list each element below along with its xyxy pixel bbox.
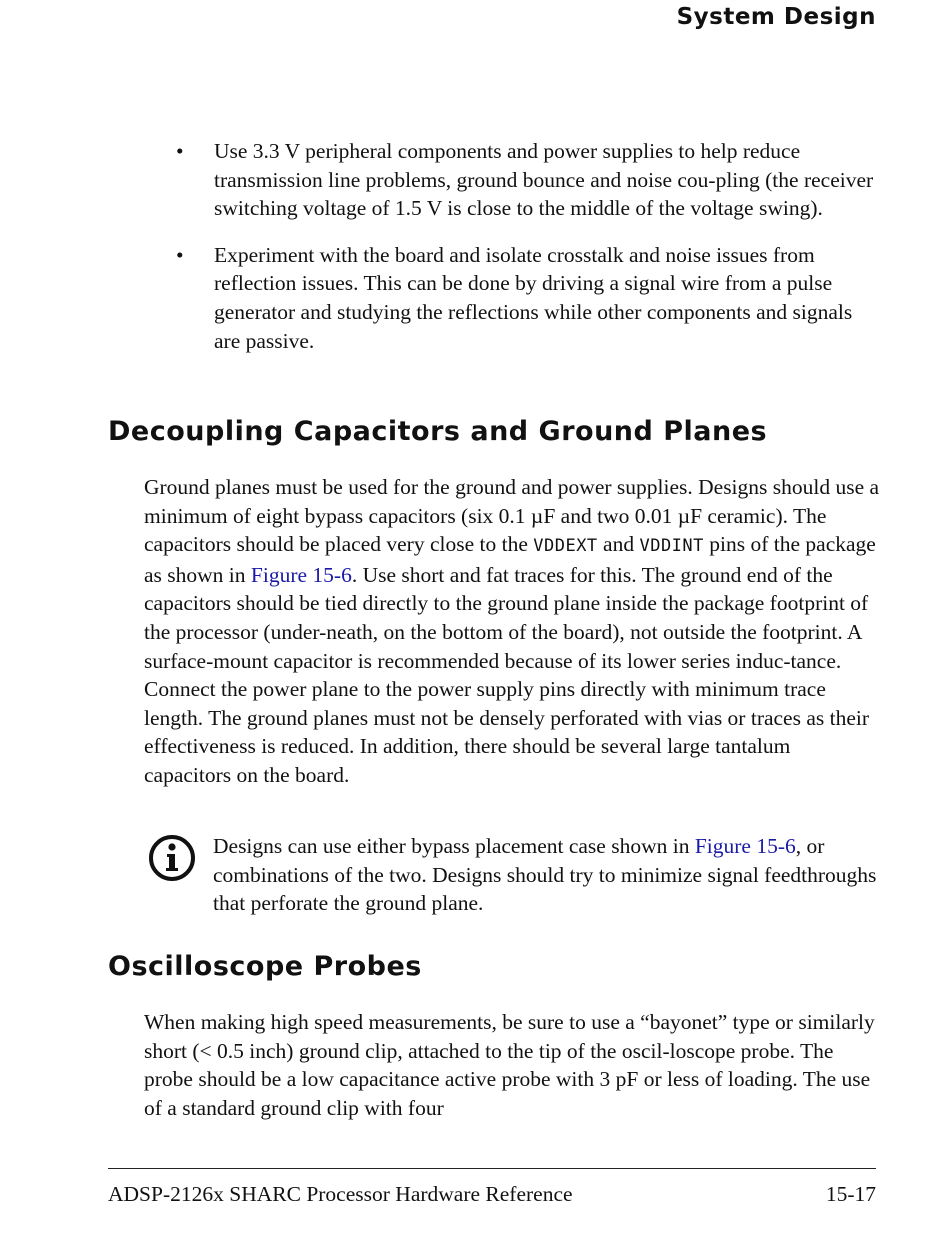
section-heading-decoupling: Decoupling Capacitors and Ground Planes [108, 416, 768, 447]
footer-title: ADSP-2126x SHARC Processor Hardware Reference [108, 1182, 573, 1206]
page-number: 15-17 [825, 1182, 876, 1206]
bullet-item [176, 241, 876, 355]
paragraph-text: . Use short and fat traces for this. The ground end of the capacitors should be tied directly to the ground plane inside the package footprint of the processor (under-neath, on the bottom of the board), not outside the footprint. A surface-mount capacitor is recommended because of its lower series induc-tance. Connect the power plane to the power supply pins directly with minimum trace length. The ground planes must not be densely perforated with vias or traces as their effectiveness is reduced. In addition, there should be several large tantalum capacitors on the board. [144, 562, 870, 787]
code-vddint: VDDINT [639, 536, 704, 557]
figure-link[interactable]: Figure 15-6 [250, 562, 352, 587]
probes-paragraph: When making high speed measurements, be sure to use a “bayonet” type or similarly short (< 0.5 inch) ground clip, attached to the tip of the oscil-loscope probe. The probe should be a low capacitance active probe with 3 pF or less of loading. The use of a standard ground clip with four [144, 1010, 875, 1120]
running-header: System Design [676, 4, 876, 30]
footer-divider [108, 1168, 876, 1169]
note-text [213, 832, 883, 918]
paragraph-text: and [597, 532, 640, 557]
bullet-marker: • [176, 242, 184, 267]
note-text-part: Designs can use either bypass placement case shown in [213, 834, 695, 858]
code-vddext: VDDEXT [533, 536, 598, 557]
section-heading-probes: Oscilloscope Probes [108, 951, 422, 982]
figure-link[interactable]: Figure 15-6 [694, 834, 796, 858]
bullet-list [176, 137, 876, 373]
bullet-text: Experiment with the board and isolate crosstalk and noise issues from reflection issues. This can be done by driving a signal wire from a pulse generator and studying the reflections while other components and signals are passive. [214, 242, 853, 353]
paragraph-text: Ground planes must be used for the ground and power supplies. Designs should use a minimum of eight bypass capacitors (six 0.1 µF and two 0.01 µF ceramic). The capacitors should be placed very close to the [144, 475, 880, 557]
bullet-item [176, 137, 876, 223]
decoupling-paragraph [144, 473, 880, 790]
paragraph-text: pins of the package as shown in [144, 532, 876, 587]
bullet-marker: • [176, 139, 184, 163]
info-icon [148, 834, 196, 882]
note-text-part: , or combinations of the two. Designs should try to minimize signal feedthroughs that perforate the ground plane. [213, 834, 877, 916]
bullet-text: Use 3.3 V peripheral components and power supplies to help reduce transmission line problems, ground bounce and noise cou-pling (the receiver switching voltage of 1.5 V is close to the middle of the voltage swing). [214, 139, 874, 221]
